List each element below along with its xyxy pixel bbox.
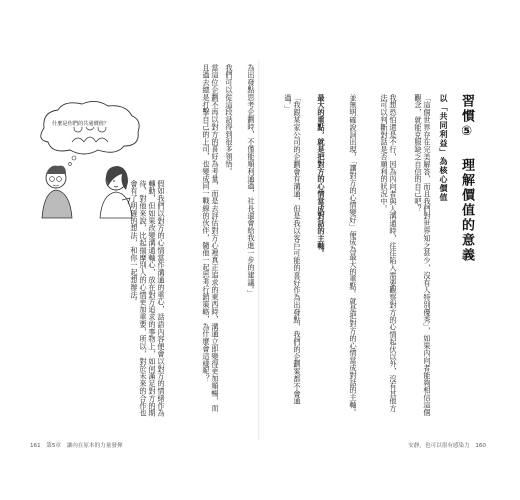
right-page [260,60,488,449]
left-paragraph-4: 假如我們以對方的心情當作溝通的重心，話語內容便會以對方的情緒作為轉動，但如果改變溝通軸心，放在對方追求的事物上，如何滿足對方的期待，對他來說，比起揣摩別人的心情更加重要，所以，對於未來的合作也會有了明確的想法，和你一起想辦法。 [130,180,166,417]
right-paragraph-4: 「我跟某家公司的企劃會有溝通，但是我以客戶可能的喜好作為出發點，我們的企劃案都不會通過。」 [284,94,302,405]
illustration-caption: 什麼是你們的共通價值？ [52,121,110,127]
highlight-sentence: 最大的重點，就是把對方的心情當成對話的主軸。 [317,94,326,257]
left-paragraph-1: 為出發點思考企劃時，不僅能順利通過，社長還會給我進一步的建議。」 [247,64,256,298]
chapter-title: 習慣⑤ 理解價值的意義 [459,94,474,263]
right-paragraph-3: 並無明確說詞出現，「讓對方的心情變好」便成為最大的重點。就是把對方的心情當成對話的主軸。 [349,94,358,416]
left-page [30,60,258,449]
right-paragraph-2: 我想恐怕還是不行，因為內向者與人溝通時，往往陷入需要觀察對方的心情起伏以外，沒有其他方法可以判斷對話是否順利的狀況中。 [380,94,398,413]
left-paragraph-2: 我們可以從這段話得到很多領悟。 [225,64,234,175]
people-talking-icon [34,100,144,220]
conversation-illustration [34,100,144,220]
left-footer: 161 第5章 讓內在原本的力量發揮 [30,443,123,449]
left-paragraph-3: 當這位企劃不再以對方的喜好為考量，而是去評估對方心裡真正追求的東西時，溝通立即變得更加順暢，而且過去總是打擊自己的上司，也變成同一戰線的伙伴，隨他一起思考行銷策略，為什麼會這樣呢？ [202,64,220,412]
right-paragraph-1: 「這個世界存在完美解答，而且我們對世界知之甚少，沒有人特別優秀」，如果內向者能夠相信這個觀念，就能克服缺乏自信的自己吧？ [414,94,432,416]
right-footer: 安靜，也可以很有感染力 160 [408,443,486,449]
section-subtitle: 以「共同利益」為核心價值 [439,94,448,202]
